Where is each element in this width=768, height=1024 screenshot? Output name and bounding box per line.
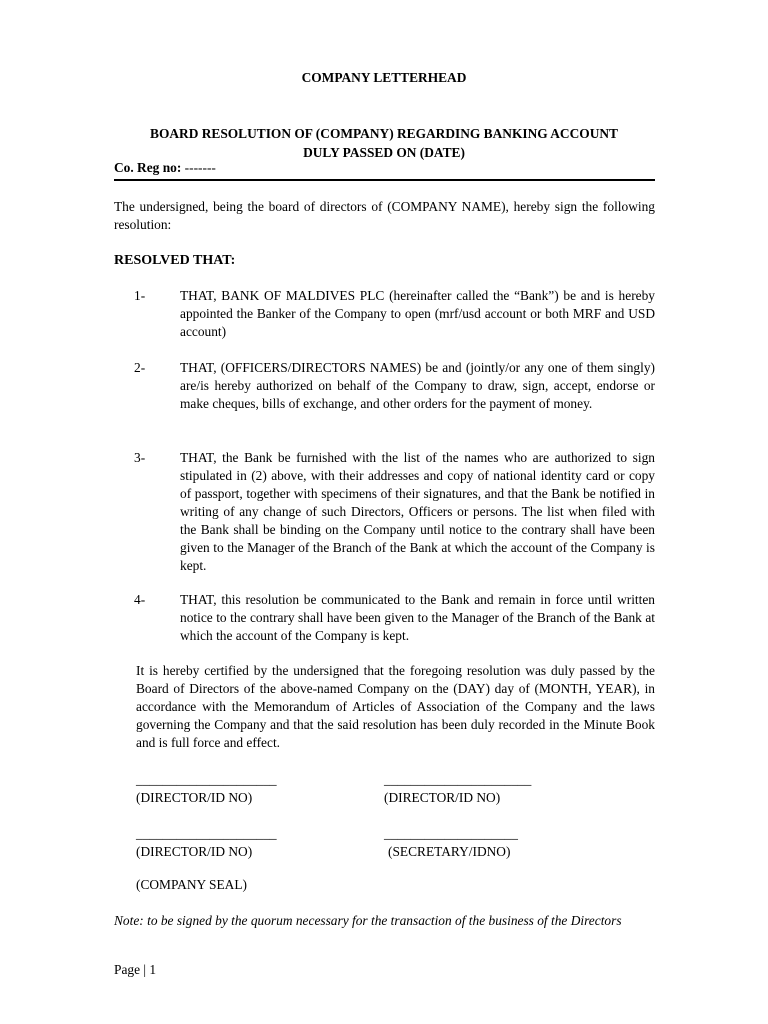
resolution-item <box>134 591 655 645</box>
signature-label: (DIRECTOR/ID NO) <box>384 790 501 805</box>
certification-paragraph: It is hereby certified by the undersigned that the foregoing resolution was duly passed by the Board of Directors of the above-named Company on the (DAY) day of (MONTH, YEAR), in accordance with the Memorandum of Articles of Association of the Company and the laws governing the Company and that the said resolution has been duly recorded in the Minute Book and is full force and effect. <box>136 663 655 750</box>
signature-line: ______________________ <box>384 772 532 787</box>
company-seal-label: (COMPANY SEAL) <box>136 877 247 892</box>
resolved-heading: RESOLVED THAT: <box>114 253 236 268</box>
signature-line: _____________________ <box>136 826 277 841</box>
signature-label: (DIRECTOR/ID NO) <box>136 844 253 859</box>
company-registration <box>114 160 655 181</box>
item-number: 3- <box>134 450 146 465</box>
item-number: 2- <box>134 360 146 375</box>
signature-block-secretary <box>384 825 518 861</box>
item-text: THAT, (OFFICERS/DIRECTORS NAMES) be and (jointly/or any one of them singly) are/is hereby authorized on behalf of the Company to draw, sign, accept, endorse or make cheques, bills of exchange, and other orders for the payment of money. <box>180 360 655 411</box>
signature-block-director-2 <box>384 771 531 807</box>
co-reg-label: Co. Reg no: <box>114 160 182 175</box>
letterhead-heading: COMPANY LETTERHEAD <box>301 70 467 85</box>
signature-label: (SECRETARY/IDNO) <box>388 844 511 859</box>
signature-line: ____________________ <box>384 826 518 841</box>
signing-note: Note: to be signed by the quorum necessary for the transaction of the business of the Directors <box>114 913 622 928</box>
item-text: THAT, the Bank be furnished with the list of the names who are authorized to sign stipulated in (2) above, with their addresses and copy of national identity card or copy of passport, together with specimens of their signatures, and that the Bank be notified in writing of any change of such Directors, Officers or persons. The list when filed with the Bank shall be binding on the Company until notice to the contrary shall have been given to the Manager of the Branch of the Bank at which the account of the Company is kept. <box>180 450 655 573</box>
resolution-item <box>134 449 655 575</box>
item-number: 4- <box>134 592 146 607</box>
item-number: 1- <box>134 288 146 303</box>
title-line-1: BOARD RESOLUTION OF (COMPANY) REGARDING BANKING ACCOUNT <box>150 126 618 141</box>
resolution-item <box>134 287 655 341</box>
page-number: Page | 1 <box>114 962 157 977</box>
signature-block-director-3 <box>136 825 277 861</box>
intro-paragraph: The undersigned, being the board of directors of (COMPANY NAME), hereby sign the following resolution: <box>114 199 655 232</box>
document-title <box>100 124 668 162</box>
resolution-item <box>134 359 655 413</box>
signature-block-director-1 <box>136 771 277 807</box>
item-text: THAT, BANK OF MALDIVES PLC (hereinafter called the “Bank”) be and is hereby appointed the Banker of the Company to open (mrf/usd account or both MRF and USD account) <box>180 288 655 339</box>
signature-label: (DIRECTOR/ID NO) <box>136 790 253 805</box>
title-line-2: DULY PASSED ON (DATE) <box>303 145 465 160</box>
signature-line: _____________________ <box>136 772 277 787</box>
item-text: THAT, this resolution be communicated to the Bank and remain in force until written notice to the contrary shall have been given to the Manager of the Branch of the Bank at which the account of the Company is kept. <box>180 592 655 643</box>
co-reg-value: ------- <box>181 160 216 175</box>
